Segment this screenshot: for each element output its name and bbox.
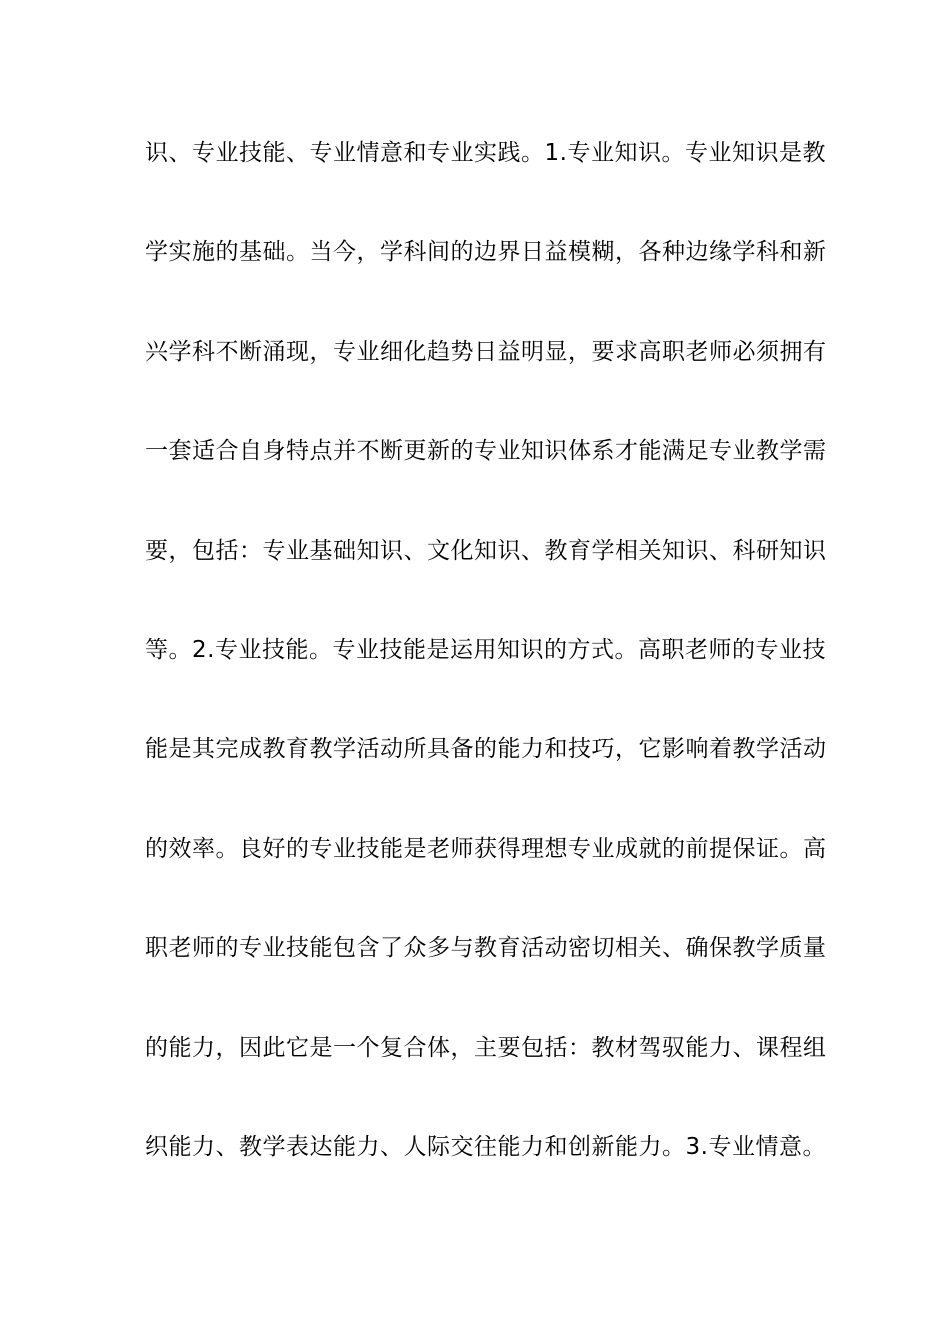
text-line: 职老师的专业技能包含了众多与教育活动密切相关、确保教学质量 — [145, 935, 827, 962]
text-line: 兴学科不断涌现，专业细化趋势日益明显，要求高职老师必须拥有 — [145, 338, 827, 365]
text-line: 能是其完成教育教学活动所具备的能力和技巧，它影响着教学活动 — [145, 736, 827, 763]
text-line: 的能力，因此它是一个复合体，主要包括：教材驾驭能力、课程组 — [145, 1034, 827, 1061]
text-line: 要，包括：专业基础知识、文化知识、教育学相关知识、科研知识 — [145, 537, 827, 564]
text-line: 等。2.专业技能。专业技能是运用知识的方式。高职老师的专业技 — [145, 636, 826, 663]
text-line: 的效率。良好的专业技能是老师获得理想专业成就的前提保证。高 — [145, 835, 827, 862]
text-line: 织能力、教学表达能力、人际交往能力和创新能力。3.专业情意。 — [145, 1133, 826, 1160]
text-line: 一套适合自身特点并不断更新的专业知识体系才能满足专业教学需 — [145, 438, 827, 465]
text-line: 学实施的基础。当今，学科间的边界日益模糊，各种边缘学科和新 — [145, 239, 827, 266]
text-line: 识、专业技能、专业情意和专业实践。1.专业知识。专业知识是教 — [145, 140, 826, 166]
body-paragraph — [145, 132, 827, 1225]
